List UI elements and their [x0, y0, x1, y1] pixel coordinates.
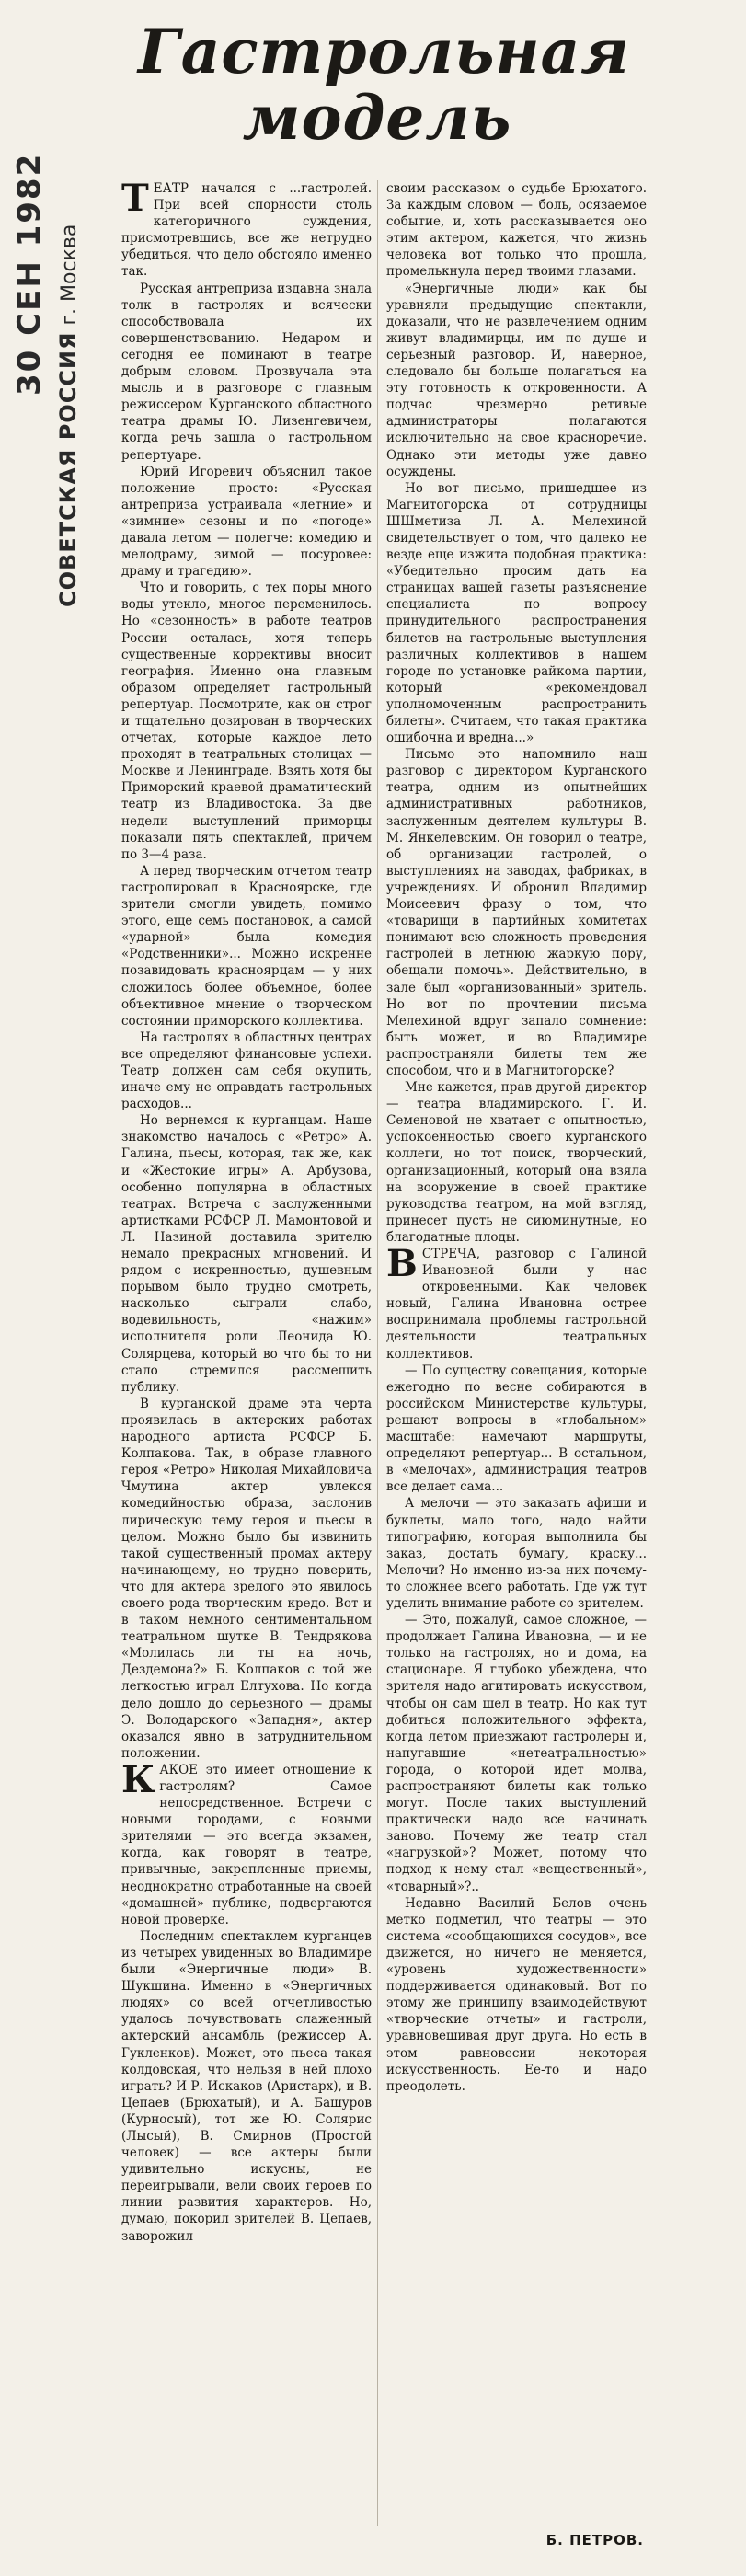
headline-line-2: модель: [242, 82, 512, 154]
drop-cap: К: [121, 1757, 155, 1801]
archive-stamp: [2, 152, 116, 607]
paragraph: ТЕАТР начался с ...гастролей. При всей спорности столь категоричного суждения, присмотревшись, все же нетрудно убедиться, что дело обстояло именно так.: [121, 180, 372, 280]
paragraph: Недавно Василий Белов очень метко подметил, что театры — это система «сообщающихся сосудов», все движется, но ничего не меняется, «уровень художественности» поддерживается одинаковый. Вот по этому же принципу взаимодействуют «творческие отчеты» и гастроли, уравновешивая друг друга. Но есть в этом равновесии некоторая искусственность. Ее-то и надо преодолеть.: [386, 1895, 647, 2094]
drop-cap: Т: [121, 180, 149, 220]
paragraph: А перед творческим отчетом театр гастролировал в Красноярске, где зрители смогли увидеть, помимо этого, еще семь постановок, а самой «ударной» была комедия «Родственники»... Можно искренне позавидовать красноярцам — у них сложилось более объемное, более объективное мнение о творческом состоянии приморского коллектива.: [121, 863, 372, 1029]
paragraph: Юрий Игоревич объяснил такое положение просто: «Русская антреприза устраивала «летние» и «зимние» сезоны и по «погоде» давала летом — полегче: комедию и мелодраму, зимой — посуровее: драму и трагедию».: [121, 464, 372, 580]
article-column-2: [386, 180, 647, 2536]
paragraph: — Это, пожалуй, самое сложное, — продолжает Галина Ивановна, — и не только на гастролях, но и дома, на стационаре. Я глубоко убеждена, что зрителя надо агитировать искусством, чтобы он сам шел в театр. Но как тут добиться положительного эффекта, когда летом приезжают гастролеры и, напугавшие «нетеатральностью» города, о которой идет молва, распространяют билеты как только могут. После таких выступлений практически надо все начинать заново. Почему же театр стал «нагрузкой»? Может, потому что подход к нему стал «вещественный», «товарный»?..: [386, 1613, 647, 1894]
article-column-1: [121, 180, 372, 2480]
author-signature: Б. ПЕТРОВ.: [545, 2532, 644, 2548]
paragraph: Мне кажется, прав другой директор — театра владимирского. Г. И. Семеновой не хватает с опытностью, успокоенностью своего курганского коллеги, но тот поиск, творческий, организационный, который она взяла на вооружение в своей практике руководства театром, на мой взгляд, принесет пусть не сиюминутные, но благодатные плоды.: [386, 1080, 647, 1245]
headline: [138, 16, 630, 154]
paragraph: ВСТРЕЧА, разговор с Галиной Ивановной были у нас откровенными. Как человек новый, Галина Ивановна острее воспринимала проблемы гастрольной деятельности театральных коллективов.: [386, 1242, 647, 1362]
column-divider: [377, 180, 378, 2526]
headline-line-1: Гастрольная: [138, 16, 630, 87]
paragraph: В курганской драме эта черта проявилась в актерских работах народного артиста РСФСР Б. Колпакова. Так, в образе главного героя «Ретро» Николая Михайловича Чмутина актер увлекся комедийностью образа, заслонив лирическую тему героя и пьесы в целом. Можно было бы извинить такой существенный промах актеру начинающему, но трудно поверить, что для актера зрелого это явилось своего рода творческим кредо. Вот и в таком немного сентиментальном театральном шутке В. Тендрякова «Молилась ли ты на ночь, Дездемона?» Б. Колпаков с той же легкостью играл Елтухова. Но когда дело дошло до серьезного — драмы Э. Володарского «Западня», актер оказался явно в затруднительном положении.: [121, 1396, 372, 1761]
paragraph: «Энергичные люди» как бы уравняли предыдущие спектакли, доказали, что не развлечением одним живут владимирцы, им по душе и серьезный разговор. И, наверное, следовало бы больше полагаться на эту готовность к откровенности. А подчас чрезмерно ретивые администраторы полагаются исключительно на свое красноречие. Однако эти методы уже давно осуждены.: [386, 281, 647, 479]
paragraph: Но вот письмо, пришедшее из Магнитогорска от сотрудницы ШШметиза Л. А. Мелехиной свидетельствует о том, что далеко не везде еще изжита подобная практика: «Убедительно просим дать на страницах вашей газеты разъяснение специалиста по вопросу принудительного распространения билетов на гастрольные выступления различных коллективов в нашем городе по установке райкома партии, который «рекомендовал уполномоченным распространить билеты». Считаем, что такая практика ошибочна и вредна...»: [386, 480, 647, 746]
paragraph: КАКОЕ это имеет отношение к гастролям? Самое непосредственное. Встречи с новыми городами, с новыми зрителями — это всегда экзамен, когда, как говорят в театре, привычные, закрепленные приемы, неоднократно отработанные на своей «домашней» публике, подвергаются новой проверке.: [121, 1757, 372, 1927]
paragraph: На гастролях в областных центрах все определяют финансовые успехи. Театр должен сам себя окупить, иначе ему не оправдать гастрольных расходов...: [121, 1029, 372, 1112]
drop-cap: В: [386, 1242, 418, 1285]
paragraph: Последним спектаклем курганцев из четырех увиденных во Владимире были «Энергичные люди» В. Шукшина. Именно в «Энергичных людях» со всей отчетливостью удалось почувствовать слаженный актерский ансамбль (режиссер А. Гукленков). Может, это пьеса такая колдовская, что нельзя в ней плохо играть? И Р. Искаков (Аристарх), и В. Цепаев (Брюхатый), и А. Башуров (Курносый), тот же Ю. Солярис (Лысый), В. Смирнов (Простой человек) — все актеры были удивительно искусны, не переигрывали, вели своих героев по линии развития характеров. Но, думаю, покорил зрителей В. Цепаев, заворожил: [121, 1928, 372, 2244]
stamp-newspaper-block: [55, 224, 81, 607]
paragraph: Русская антреприза издавна знала толк в гастролях и всячески способствовала их совершенствованию. Недаром и сегодня ее поминают в театре добрым словом. Прозвучала эта мысль и в разговоре с главным режиссером Курганского областного театра драмы Ю. Лизенгевичем, когда речь зашла о гастрольном репертуаре.: [121, 281, 372, 463]
paragraph: А мелочи — это заказать афиши и буклеты, мало того, надо найти типографию, которая выполнила бы заказ, достать бумагу, краску... Мелочи? Но именно из-за них почему-то сложнее всего работать. Где уж тут уделить внимание работе со зрителем.: [386, 1496, 647, 1611]
paragraph: — По существу совещания, которые ежегодно по весне собираются в российском Министерстве культуры, решают вопросы в «глобальном» масштабе: намечают маршруты, определяют репертуар... В остальном, в «мелочах», администрация театров все делает сама...: [386, 1363, 647, 1495]
stamp-newspaper: СОВЕТСКАЯ РОССИЯ: [55, 331, 81, 607]
paragraph: своим рассказом о судьбе Брюхатого. За каждым словом — боль, осязаемое событие, и, хоть рассказывается оно этим актером, кажется, что жизнь человека вот только что прошла, промелькнула перед твоими глазами.: [386, 181, 647, 280]
paragraph: Что и говорить, с тех поры много воды утекло, многое переменилось. Но «сезонность» в работе театров России осталась, хотя теперь существенные коррективы вносит география. Именно она главным образом определяет гастрольный репертуар. Посмотрите, как он строг и тщательно дозирован в творческих отчетах, которые каждое лето проходят в театральных столицах — Москве и Ленинграде. Взять хотя бы Приморский краевой драматический театр из Владивостока. За две недели выступлений приморцы показали пять спектаклей, причем по 3—4 раза.: [121, 581, 372, 862]
paragraph: Письмо это напомнило наш разговор с директором Курганского театра, одним из опытнейших административных работников, заслуженным деятелем культуры В. М. Янкелевским. Он говорил о театре, об организации гастролей, о выступлениях на заводах, фабриках, в учреждениях. И обронил Владимир Моисеевич фразу о том, что «товарищи в партийных комитетах понимают всю сложность проведения гастролей в летнюю жаркую пору, обещали помочь». Действительно, в зале был «организованный» зритель. Но вот по прочтении письма Мелехиной вдруг запало сомнение: быть может, и во Владимире распространяли билеты тем же способом, что и в Магнитогорске?: [386, 747, 647, 1078]
stamp-city: г. Москва: [58, 224, 81, 326]
paragraph: Но вернемся к курганцам. Наше знакомство началось с «Ретро» А. Галина, пьесы, которая, так же, как и «Жестокие игры» А. Арбузова, особенно популярна в областных театрах. Встреча с заслуженными артистками РСФСР Л. Мамонтовой и Л. Назиной доставила зрителю немало прекрасных мгновений. И рядом с искренностью, душевным порывом было трудно смотреть, насколько сыграли слабо, водевильность, «нажим» исполнителя роли Леонида Ю. Солярцева, который во что бы то ни стало стремился рассмешить публику.: [121, 1113, 372, 1395]
stamp-date: 30 СЕН 1982: [11, 152, 48, 396]
